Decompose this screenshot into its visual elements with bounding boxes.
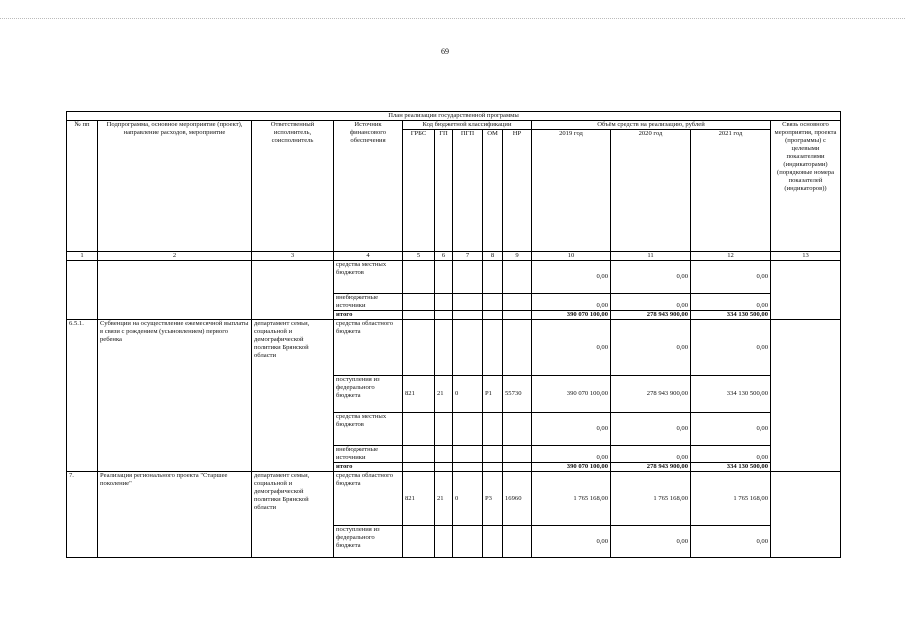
row-name: Реализация регионального проекта "Старшее поколение" xyxy=(98,472,252,558)
value-cell: 0,00 xyxy=(611,446,691,463)
source-cell: внебюджетные источники xyxy=(334,294,403,311)
value-cell: 0,00 xyxy=(611,320,691,376)
value-cell: 0,00 xyxy=(611,294,691,311)
code-cell: 0 xyxy=(453,376,483,413)
value-cell: 1 765 168,00 xyxy=(691,472,771,526)
col-number: 1 xyxy=(67,252,98,261)
value-cell: 0,00 xyxy=(532,413,611,446)
header-2020: 2020 год xyxy=(611,130,691,252)
header-grbs: ГРБС xyxy=(403,130,435,252)
code-cell: P3 xyxy=(483,472,503,526)
header-executor: Ответственный исполнитель, соисполнитель xyxy=(252,121,334,252)
header-nr: НР xyxy=(503,130,532,252)
table-row xyxy=(67,472,841,526)
col-number: 2 xyxy=(98,252,252,261)
value-cell: 1 765 168,00 xyxy=(532,472,611,526)
total-cell: 334 130 500,00 xyxy=(691,463,771,472)
value-cell: 0,00 xyxy=(532,320,611,376)
table-row xyxy=(67,261,841,294)
value-cell: 0,00 xyxy=(532,526,611,558)
value-cell: 0,00 xyxy=(691,261,771,294)
col-number: 13 xyxy=(771,252,841,261)
total-cell: 390 070 100,00 xyxy=(532,311,611,320)
header-source: Источник финансового обеспечения xyxy=(334,121,403,252)
source-cell: поступления из федерального бюджета xyxy=(334,376,403,413)
code-cell: 21 xyxy=(435,472,453,526)
header-name: Подпрограмма, основное мероприятие (проект), направление расходов, мероприятие xyxy=(98,121,252,252)
header-gp: ГП xyxy=(435,130,453,252)
code-cell: P1 xyxy=(483,376,503,413)
col-number: 9 xyxy=(503,252,532,261)
value-cell: 0,00 xyxy=(532,446,611,463)
scan-border-line xyxy=(0,18,905,21)
value-cell: 390 070 100,00 xyxy=(532,376,611,413)
value-cell: 278 943 900,00 xyxy=(611,376,691,413)
code-cell: 821 xyxy=(403,376,435,413)
header-link: Связь основного мероприятия, проекта (программы) с целевыми показателями (индикаторами) (порядковые номера показателей (индикаторов)) xyxy=(771,121,841,252)
header-om: ОМ xyxy=(483,130,503,252)
col-number: 7 xyxy=(453,252,483,261)
code-cell: 821 xyxy=(403,472,435,526)
col-number: 12 xyxy=(691,252,771,261)
value-cell: 0,00 xyxy=(691,526,771,558)
source-cell: средства областного бюджета xyxy=(334,320,403,376)
page-number: 69 xyxy=(441,47,449,56)
row-name: Субвенции на осуществление ежемесячной выплаты в связи с рождением (усыновлением) первого ребенка xyxy=(98,320,252,472)
row-executor: департамент семьи, социальной и демографической политики Брянской области xyxy=(252,472,334,558)
header-budget-code: Код бюджетной классификации xyxy=(403,121,532,130)
col-number: 5 xyxy=(403,252,435,261)
code-cell: 16960 xyxy=(503,472,532,526)
value-cell: 0,00 xyxy=(691,294,771,311)
total-cell: 278 943 900,00 xyxy=(611,311,691,320)
code-cell: 0 xyxy=(453,472,483,526)
col-number: 3 xyxy=(252,252,334,261)
value-cell: 0,00 xyxy=(691,446,771,463)
source-cell: средства областного бюджета xyxy=(334,472,403,526)
row-number: 6.5.1. xyxy=(67,320,98,472)
value-cell: 0,00 xyxy=(611,526,691,558)
col-number: 11 xyxy=(611,252,691,261)
table-title: План реализации государственной программы xyxy=(67,112,841,121)
value-cell: 0,00 xyxy=(611,261,691,294)
row-executor: департамент семьи, социальной и демографической политики Брянской области xyxy=(252,320,334,472)
row-number: 7. xyxy=(67,472,98,558)
col-number: 4 xyxy=(334,252,403,261)
header-2021: 2021 год xyxy=(691,130,771,252)
value-cell: 0,00 xyxy=(532,294,611,311)
header-pgp: ПГП xyxy=(453,130,483,252)
value-cell: 0,00 xyxy=(691,320,771,376)
code-cell: 21 xyxy=(435,376,453,413)
header-funds: Объём средств на реализацию, рублей xyxy=(532,121,771,130)
value-cell: 334 130 500,00 xyxy=(691,376,771,413)
header-num: № пп xyxy=(67,121,98,252)
total-cell: 390 070 100,00 xyxy=(532,463,611,472)
source-cell: итого xyxy=(334,311,403,320)
value-cell: 0,00 xyxy=(691,413,771,446)
value-cell: 0,00 xyxy=(532,261,611,294)
col-number: 8 xyxy=(483,252,503,261)
col-number: 10 xyxy=(532,252,611,261)
header-2019: 2019 год xyxy=(532,130,611,252)
source-cell: внебюджетные источники xyxy=(334,446,403,463)
col-number: 6 xyxy=(435,252,453,261)
source-cell: поступления из федерального бюджета xyxy=(334,526,403,558)
source-cell: средства местных бюджетов xyxy=(334,413,403,446)
program-plan-table xyxy=(66,111,841,558)
source-cell: средства местных бюджетов xyxy=(334,261,403,294)
total-cell: 278 943 900,00 xyxy=(611,463,691,472)
total-cell: 334 130 500,00 xyxy=(691,311,771,320)
code-cell: 55730 xyxy=(503,376,532,413)
table-row xyxy=(67,320,841,376)
value-cell: 0,00 xyxy=(611,413,691,446)
value-cell: 1 765 168,00 xyxy=(611,472,691,526)
column-number-row xyxy=(67,252,841,261)
source-cell: итого xyxy=(334,463,403,472)
